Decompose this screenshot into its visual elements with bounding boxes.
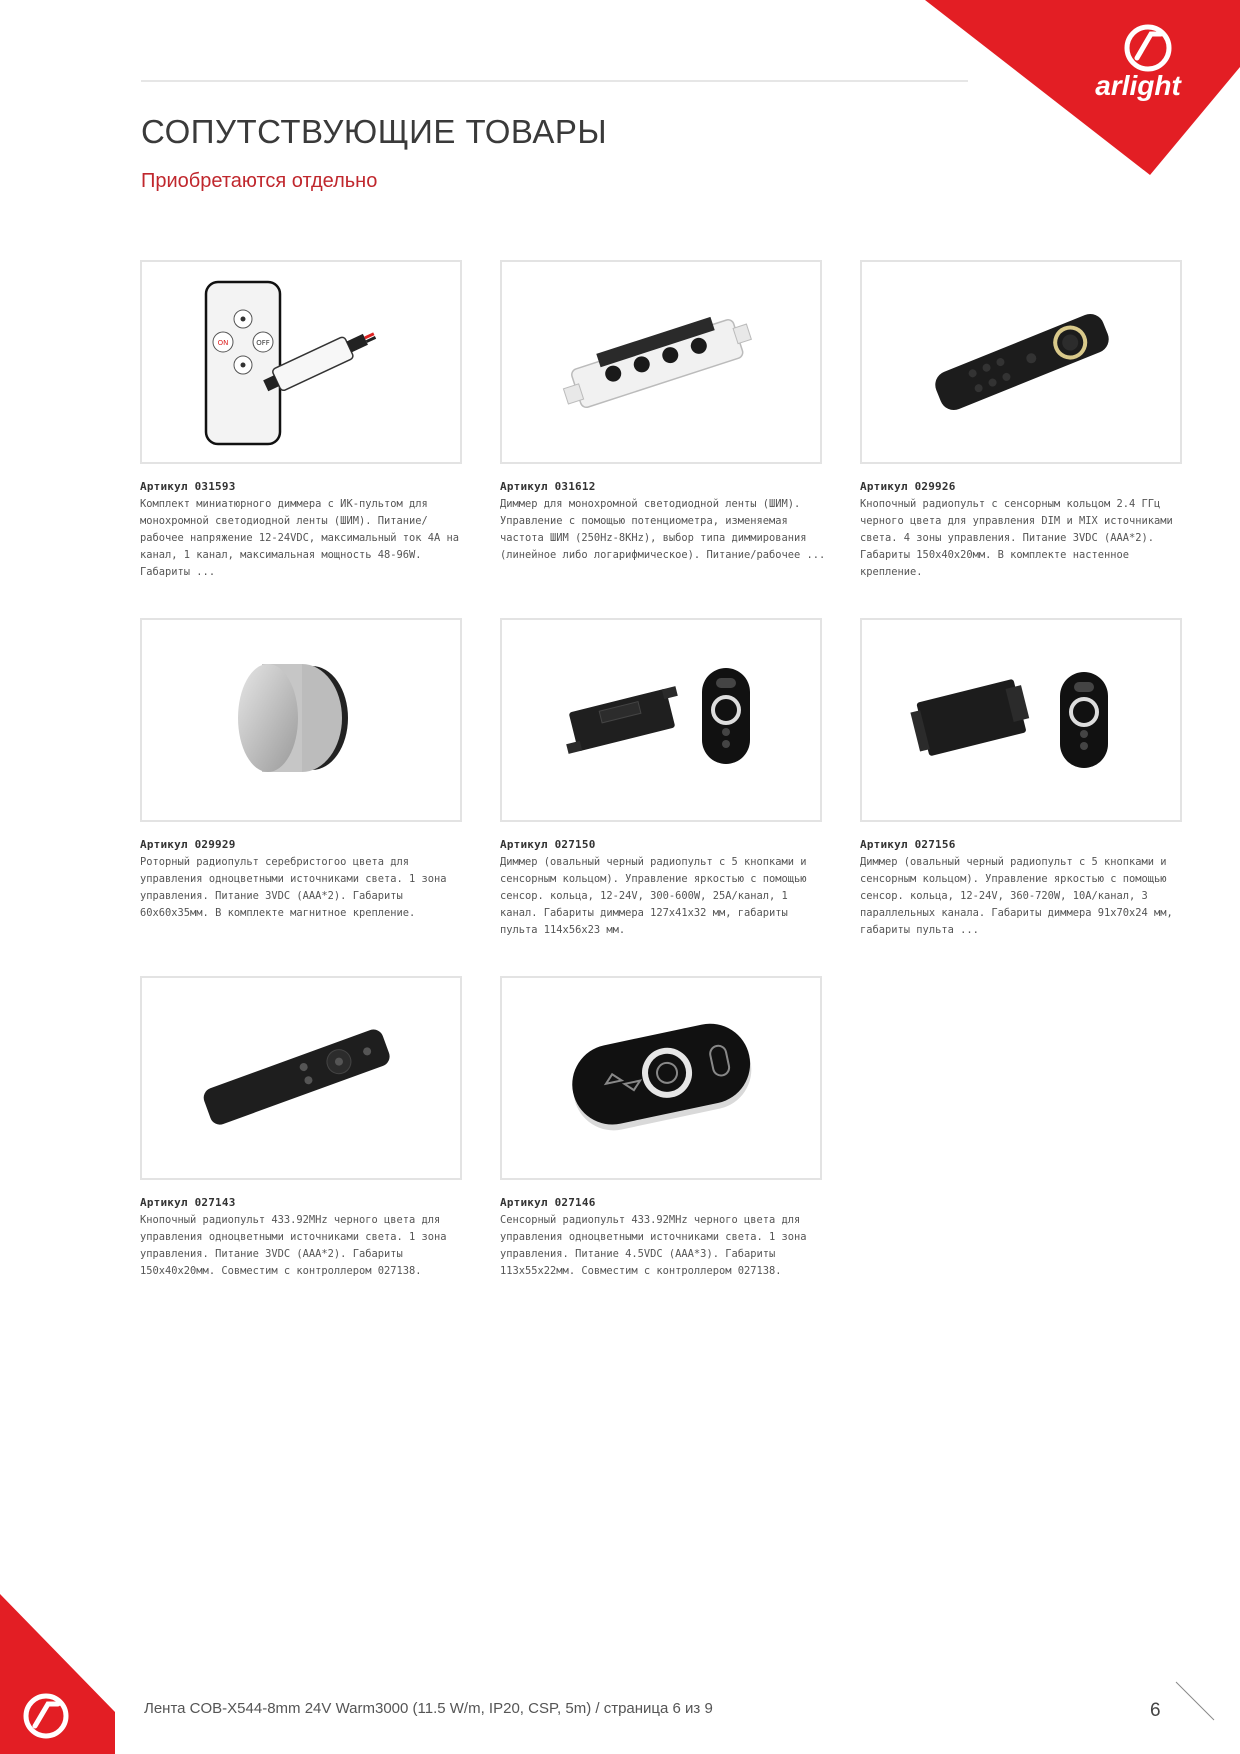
product-card[interactable] xyxy=(140,260,462,581)
product-card[interactable] xyxy=(860,260,1182,581)
page-title: СОПУТСТВУЮЩИЕ ТОВАРЫ xyxy=(141,113,608,150)
product-card[interactable] xyxy=(500,618,822,939)
product-description: Сенсорный радиопульт 433.92MHz черного цвета для управления одноцветными источниками света. 1 зона управления. Питание 4.5VDC (AAA*3). Габариты 113x55x22мм. Совместим с контроллером 027138. xyxy=(500,1214,807,1277)
product-image xyxy=(140,976,462,1180)
product-sku: Артикул 027150 xyxy=(500,838,596,851)
product-description: Диммер (овальный черный радиопульт с 5 кнопками и сенсорным кольцом). Управление яркостью с помощью сенсор. кольца, 12-24V, 360-720W, 10A/канал, 3 параллельных канала. Габариты диммера 91x70x24 мм, габариты пульта ... xyxy=(860,856,1173,936)
product-description: Диммер для монохромной светодиодной ленты (ШИМ). Управление с помощью потенциометра, изменяемая частота ШИМ (250Hz-8KHz), выбор типа диммирования (линейное либо логарифмическое). Питание/рабочее ... xyxy=(500,498,826,561)
product-sku: Артикул 029926 xyxy=(860,480,956,493)
header-divider xyxy=(141,80,968,82)
page-number: 6 xyxy=(1150,1700,1161,1721)
product-image xyxy=(140,618,462,822)
product-image xyxy=(500,618,822,822)
product-card[interactable] xyxy=(140,976,462,1280)
product-sku: Артикул 027146 xyxy=(500,1196,596,1209)
product-sku: Артикул 031612 xyxy=(500,480,596,493)
product-description: Роторный радиопульт серебристогоо цвета для управления одноцветными источниками света. 1 зона управления. Питание 3VDC (AAA*2). Габариты 60x60x35мм. В комплекте магнитное крепление. xyxy=(140,856,447,919)
product-description: Кнопочный радиопульт с сенсорным кольцом 2.4 ГГц черного цвета для управления DIM и MIX источниками света. 4 зоны управления. Питание 3VDC (AAA*2). Габариты 150x40x20мм. В комплекте настенное крепление. xyxy=(860,498,1173,578)
remote-off-label: OFF xyxy=(256,339,270,347)
remote-on-label: ON xyxy=(217,339,229,347)
brand-logo-text: arlight xyxy=(1095,70,1181,101)
product-card[interactable] xyxy=(500,976,822,1280)
product-description: Диммер (овальный черный радиопульт с 5 кнопками и сенсорным кольцом). Управление яркостью с помощью сенсор. кольца, 12-24V, 300-600W, 25A/канал, 1 канал. Габариты диммера 127x41x32 мм, габариты пульта 114x56x23 мм. xyxy=(500,856,807,936)
product-image xyxy=(500,260,822,464)
footer-slash-decoration xyxy=(1170,1680,1220,1724)
product-card[interactable] xyxy=(140,618,462,922)
product-image xyxy=(500,976,822,1180)
product-sku: Артикул 031593 xyxy=(140,480,236,493)
product-image xyxy=(860,618,1182,822)
product-sku: Артикул 027143 xyxy=(140,1196,236,1209)
product-card[interactable] xyxy=(860,618,1182,939)
footer-product-title: Лента COB-X544-8mm 24V Warm3000 (11.5 W/m, IP20, CSP, 5m) / страница 6 из 9 xyxy=(144,1700,713,1717)
footer-brand-corner xyxy=(0,1594,120,1754)
product-description: Комплект миниатюрного диммера с ИК-пультом для монохромной светодиодной ленты (ШИМ). Питание/рабочее напряжение 12-24VDC, максимальный ток 4A на канал, 1 канал, максимальная мощность 48-96W. Габариты ... xyxy=(140,498,460,578)
product-description: Кнопочный радиопульт 433.92MHz черного цвета для управления одноцветными источниками света. 1 зона управления. Питание 3VDC (AAA*2). Габариты 150x40x20мм. Совместим с контроллером 027138. xyxy=(140,1214,447,1277)
product-image xyxy=(140,260,462,464)
product-image xyxy=(860,260,1182,464)
product-card[interactable] xyxy=(500,260,826,564)
product-sku: Артикул 029929 xyxy=(140,838,236,851)
page-subtitle: Приобретаются отдельно xyxy=(141,170,378,192)
product-sku: Артикул 027156 xyxy=(860,838,956,851)
brand-corner xyxy=(925,0,1240,175)
